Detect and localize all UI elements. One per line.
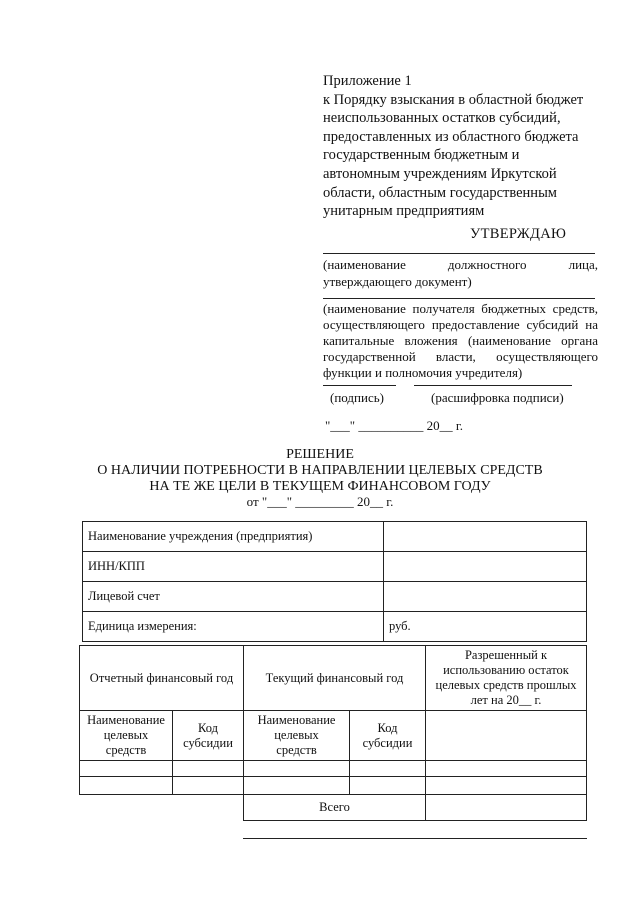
subheader-code — [350, 711, 426, 761]
header-permitted-remainder — [426, 646, 587, 711]
subheader-name — [80, 711, 173, 761]
recipient-note-line5: функции и полномочия учредителя) — [323, 365, 523, 380]
recipient-note-line4: государственной власти, осуществляющего — [323, 349, 598, 364]
official-note-line2: утверждающего документ) — [323, 274, 472, 289]
appendix-line: области, областным государственным — [323, 184, 557, 201]
header-current-year: Текущий финансовый год — [244, 646, 426, 711]
signature-label: (подпись) — [330, 390, 384, 405]
table-cell-empty — [80, 795, 173, 821]
table-row — [83, 612, 587, 642]
table-cell-empty — [173, 795, 244, 821]
table-cell — [173, 761, 244, 777]
header-text: средств — [105, 743, 147, 757]
subheader-name — [244, 711, 350, 761]
signature-decode-label: (расшифровка подписи) — [431, 390, 564, 405]
appendix-line: Приложение 1 — [323, 73, 412, 89]
header-text: Разрешенный к — [464, 648, 548, 662]
info-label: Наименование учреждения (предприятия) — [83, 522, 384, 552]
info-value: руб. — [384, 612, 587, 642]
table-row — [80, 761, 587, 777]
header-text: лет на 20__ г. — [470, 693, 542, 707]
info-value — [384, 522, 587, 552]
table-cell — [426, 761, 587, 777]
decision-title: РЕШЕНИЕ — [286, 447, 354, 462]
header-reporting-year: Отчетный финансовый год — [80, 646, 244, 711]
decision-subtitle-line1: О НАЛИЧИИ ПОТРЕБНОСТИ В НАПРАВЛЕНИИ ЦЕЛЕВЫХ СРЕДСТВ — [97, 463, 543, 478]
table-cell — [350, 761, 426, 777]
header-text: средств — [276, 743, 317, 757]
appendix-line: к Порядку взыскания в областной бюджет — [323, 91, 584, 108]
table-row — [83, 522, 587, 552]
info-label: Лицевой счет — [83, 582, 384, 612]
approve-heading: УТВЕРЖДАЮ — [470, 226, 567, 242]
approval-date: "___" __________ 20__ г. — [325, 418, 463, 433]
subheader-empty — [426, 711, 587, 761]
appendix-block — [323, 72, 613, 221]
table-row — [83, 552, 587, 582]
recipient-note-line3: капитальные вложения (наименование органа — [323, 333, 598, 348]
footer-line — [243, 838, 587, 839]
header-text: Наименование — [257, 713, 336, 727]
subheader-code — [173, 711, 244, 761]
header-text: Код — [198, 720, 218, 735]
appendix-line: автономным учреждениям Иркутской — [323, 165, 557, 182]
info-value — [384, 582, 587, 612]
recipient-note-line2: осуществляющего предоставление субсидий на — [323, 317, 598, 332]
table-cell — [350, 777, 426, 795]
table-row — [80, 777, 587, 795]
official-note-line1: (наименование должностного лица, — [323, 257, 598, 272]
signature-line — [323, 385, 396, 386]
table-cell — [244, 761, 350, 777]
table-cell — [80, 761, 173, 777]
table-header-row — [80, 646, 587, 711]
table-row — [83, 582, 587, 612]
total-value — [426, 795, 587, 821]
table-cell — [173, 777, 244, 795]
total-label: Всего — [244, 795, 426, 821]
header-text: целевых — [103, 728, 149, 742]
table-subheader-row — [80, 711, 587, 761]
info-label: Единица измерения: — [83, 612, 384, 642]
table-cell — [244, 777, 350, 795]
main-table — [79, 645, 587, 821]
official-blank-line — [323, 253, 595, 254]
recipient-note-line1: (наименование получателя бюджетных средств, — [323, 301, 598, 316]
decision-date: от "___" _________ 20__ г. — [246, 494, 394, 509]
header-text: использованию остаток — [443, 663, 569, 677]
decision-subtitle-line2: НА ТЕ ЖЕ ЦЕЛИ В ТЕКУЩЕМ ФИНАНСОВОМ ГОДУ — [149, 479, 491, 494]
table-total-row — [80, 795, 587, 821]
appendix-line: государственным бюджетным и — [323, 147, 520, 164]
info-label: ИНН/КПП — [83, 552, 384, 582]
recipient-blank-line — [323, 298, 595, 299]
header-text: субсидии — [183, 735, 233, 750]
header-text: Наименование — [87, 713, 165, 727]
header-text: целевых средств прошлых — [435, 678, 577, 692]
appendix-line: предоставленных из областного бюджета — [323, 128, 579, 145]
appendix-line: унитарным предприятиям — [323, 203, 485, 220]
signature-decode-line — [414, 385, 572, 386]
table-cell — [80, 777, 173, 795]
header-text: целевых — [274, 728, 319, 742]
appendix-line: неиспользованных остатков субсидий, — [323, 110, 561, 127]
table-cell — [426, 777, 587, 795]
info-value — [384, 552, 587, 582]
info-table — [82, 521, 587, 642]
header-text: субсидии — [362, 735, 413, 750]
header-text: Код — [377, 720, 398, 735]
